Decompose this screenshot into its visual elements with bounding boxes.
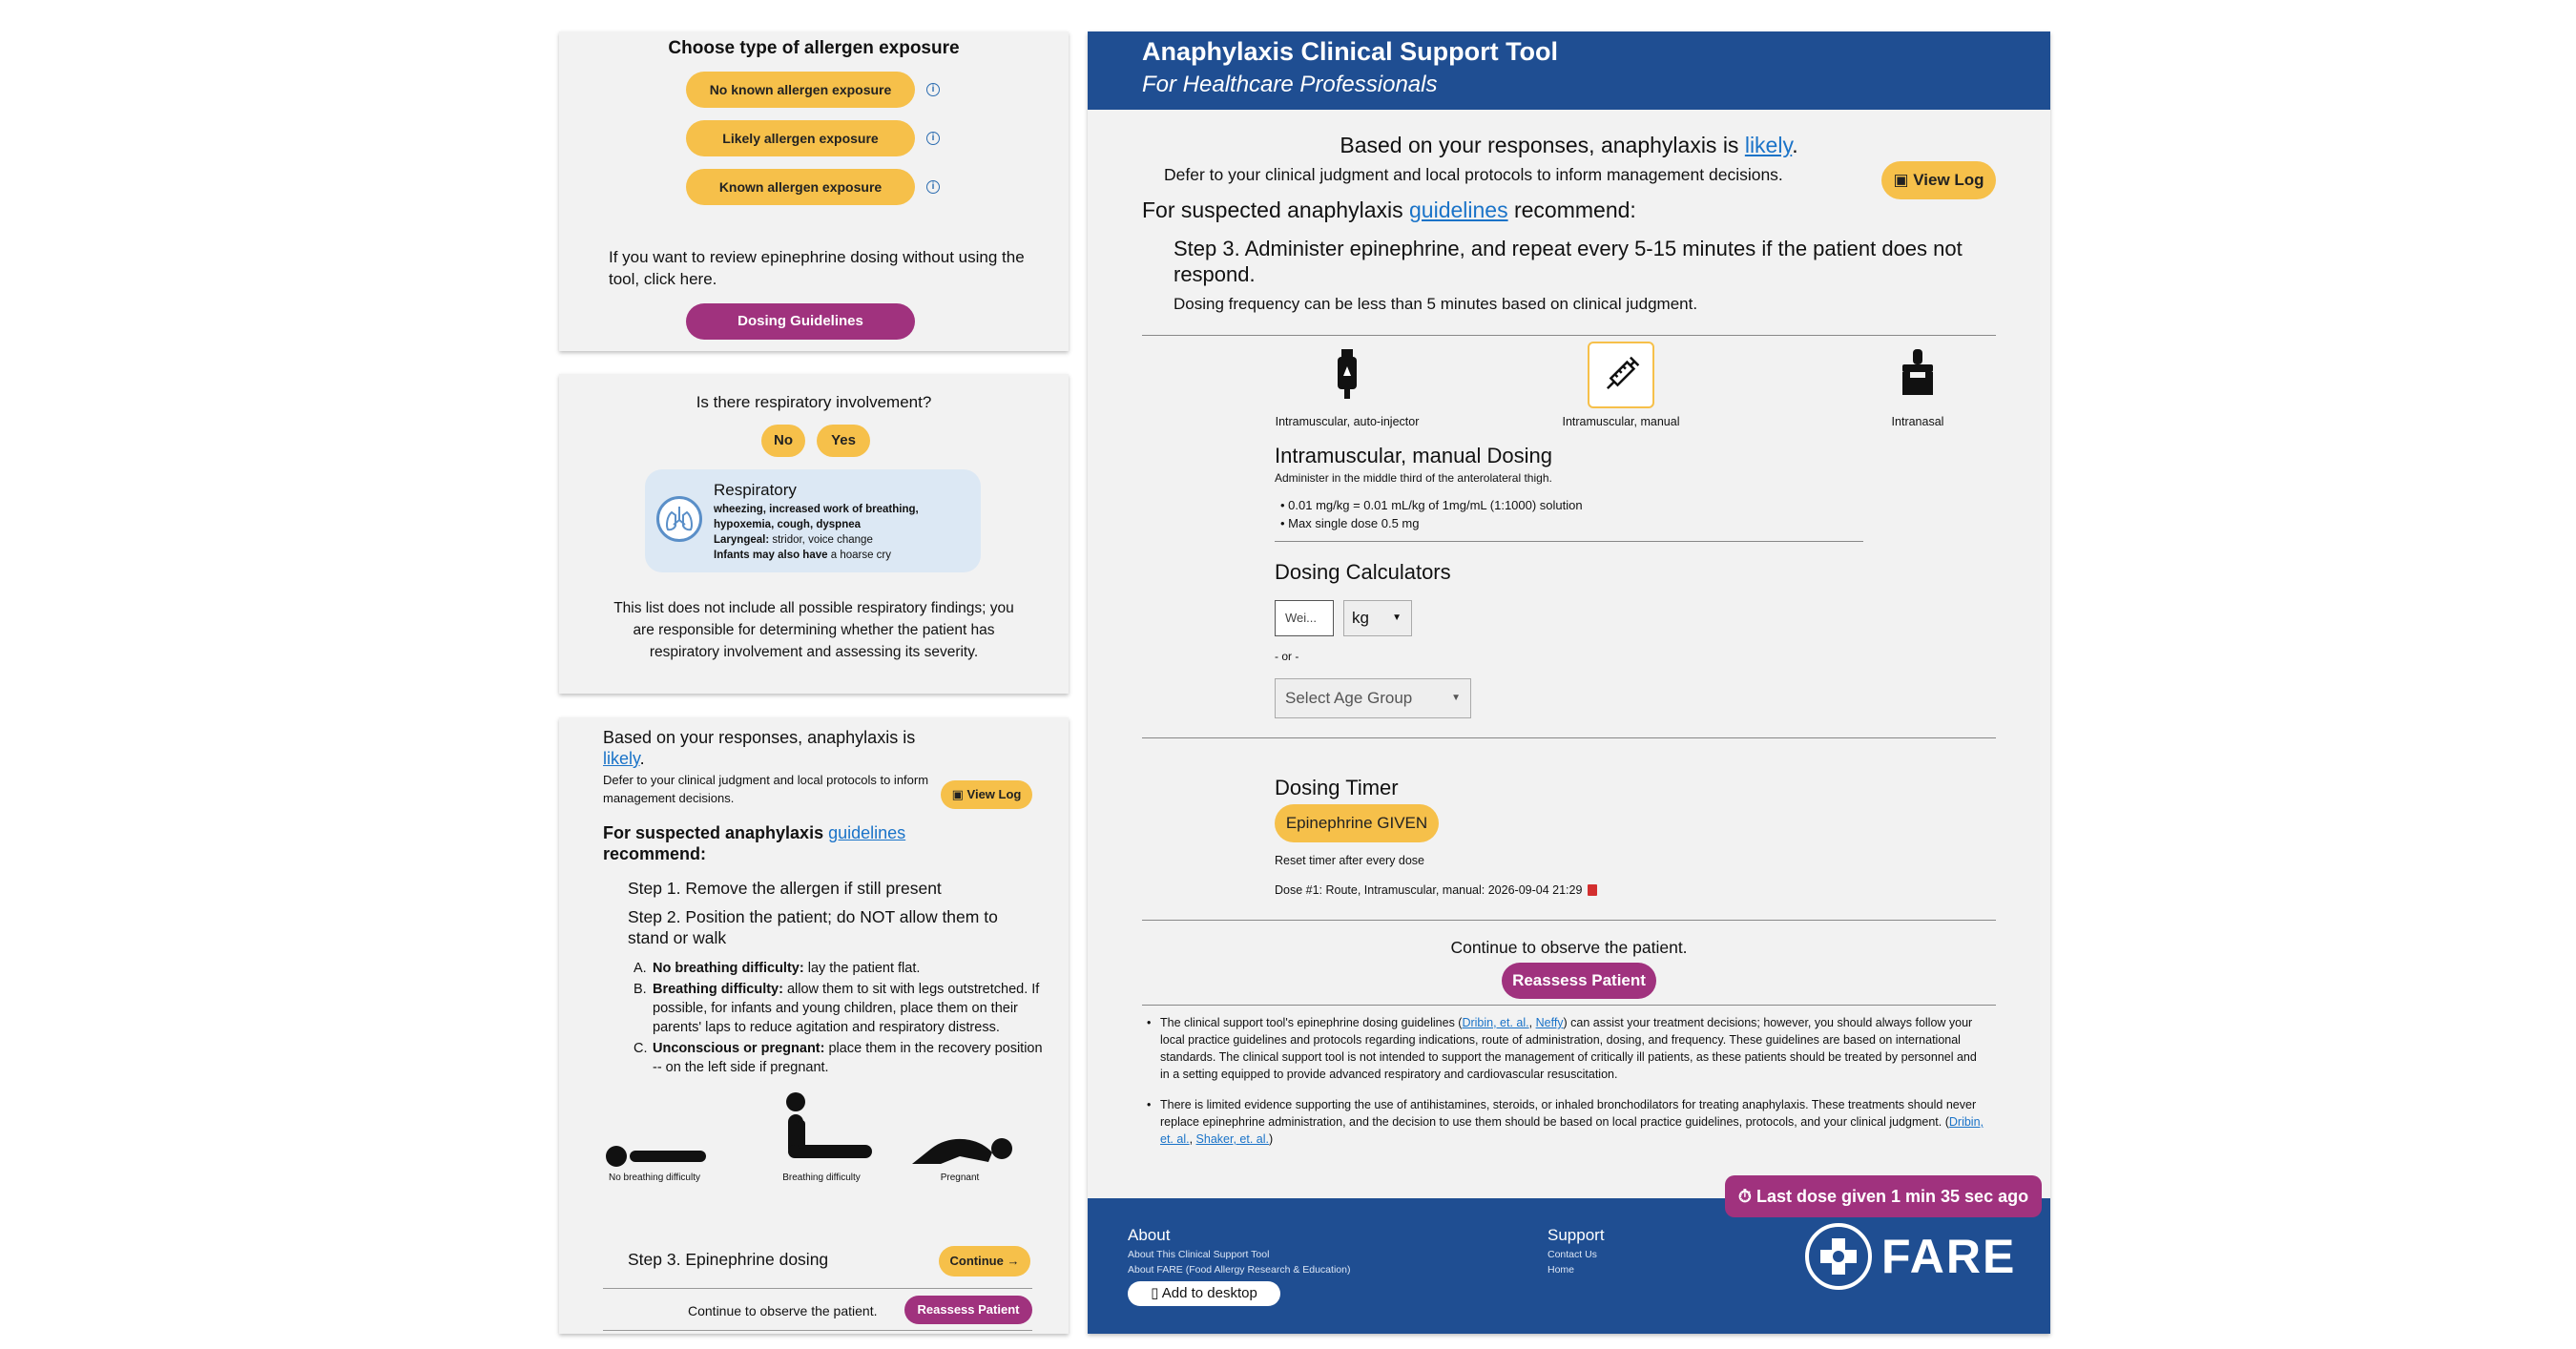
list-item: C. Unconscious or pregnant: place them in the recovery position -- on the left side if pregnant. xyxy=(634,1041,1043,1075)
fare-cross-icon xyxy=(1805,1223,1872,1290)
review-dosing-text: If you want to review epinephrine dosing without using the tool, click here. xyxy=(609,248,1025,288)
infants-text: a hoarse cry xyxy=(827,550,892,561)
dribin-link[interactable]: Dribin, et. al. xyxy=(1462,1016,1529,1029)
info-icon[interactable]: i xyxy=(926,180,940,194)
likely-period: . xyxy=(1792,133,1798,157)
administration-text: Administer in the middle third of the anterolateral thigh. xyxy=(1275,471,1552,485)
likely-allergen-button[interactable]: Likely allergen exposure xyxy=(686,120,915,156)
fig-label: No breathing difficulty xyxy=(609,1173,700,1183)
timer-icon: ⏱ xyxy=(1737,1187,1756,1206)
route-label: Intramuscular, auto-injector xyxy=(1275,415,1420,428)
laryngeal-label: Laryngeal: xyxy=(714,534,770,546)
exposure-option-row xyxy=(686,72,940,108)
list-item: B. Breathing difficulty: allow them to sit with legs outstretched. If possible, for infants and young children, place them on their parents' laps to reduce agitation and respiratory distress. xyxy=(634,982,1040,1035)
info-icon[interactable]: i xyxy=(926,132,940,145)
recovery-figure xyxy=(903,1128,1017,1183)
epinephrine-given-button[interactable]: Epinephrine GIVEN xyxy=(1275,804,1439,842)
view-log-label: View Log xyxy=(966,787,1022,801)
or-separator: - or - xyxy=(1275,650,1299,663)
position-list xyxy=(628,959,1048,1079)
add-to-desktop-button[interactable]: ▯ Add to desktop xyxy=(1128,1281,1280,1306)
shaker-link[interactable]: Shaker, et. al. xyxy=(1195,1132,1269,1146)
log-icon: ▣ xyxy=(951,787,967,801)
no-button[interactable]: No xyxy=(761,425,805,457)
respiratory-symptoms: wheezing, increased work of breathing, hypoxemia, cough, dyspnea xyxy=(714,504,919,530)
disclaimer-notes xyxy=(1147,1014,1986,1161)
dose-list xyxy=(1280,496,1583,532)
step-2: Step 2. Position the patient; do NOT allow them to stand or walk xyxy=(628,907,998,947)
neffy-link[interactable]: Neffy xyxy=(1535,1016,1564,1029)
age-group-value: Select Age Group xyxy=(1285,689,1413,707)
age-group-select[interactable] xyxy=(1275,678,1471,718)
yes-button[interactable]: Yes xyxy=(817,425,870,457)
divider xyxy=(1275,541,1863,542)
likely-prefix: Based on your responses, anaphylaxis is xyxy=(1340,133,1739,157)
divider xyxy=(1142,1005,1996,1006)
fare-wordmark: FARE xyxy=(1881,1230,2017,1283)
app-subtitle: For Healthcare Professionals xyxy=(1142,72,1438,97)
nasal-spray-icon xyxy=(1884,342,1951,408)
guidelines-heading xyxy=(1142,197,1636,223)
step-3-text: Step 3. Administer epinephrine, and repeat every 5-15 minutes if the patient does not respond. xyxy=(1174,237,1963,286)
contact-us-link[interactable]: Contact Us xyxy=(1548,1249,1597,1260)
support-heading: Support xyxy=(1548,1226,1605,1244)
guide-suffix: recommend: xyxy=(603,844,707,863)
reset-text: Reset timer after every dose xyxy=(1275,854,1425,867)
route-intranasal[interactable] xyxy=(1841,342,1994,428)
dosing-title: Intramuscular, manual Dosing xyxy=(1275,444,1553,467)
caret-down-icon: ▼ xyxy=(1451,693,1461,703)
list-item: • 0.01 mg/kg = 0.01 mL/kg of 1mg/mL (1:1000) solution xyxy=(1280,498,1583,512)
lying-flat-figure xyxy=(597,1128,712,1183)
unit-select[interactable] xyxy=(1343,600,1412,636)
divider xyxy=(1142,920,1996,921)
guidelines-link[interactable]: guidelines xyxy=(828,823,906,842)
defer-text: Defer to your clinical judgment and local protocols to inform management decisions. xyxy=(1164,165,1783,184)
view-log-button[interactable] xyxy=(1881,161,1996,199)
dosing-guidelines-button[interactable]: Dosing Guidelines xyxy=(686,303,915,340)
guide-suffix: recommend: xyxy=(1513,197,1636,222)
guidelines-link[interactable]: guidelines xyxy=(1409,197,1508,222)
divider xyxy=(1142,737,1996,738)
route-label: Intramuscular, manual xyxy=(1562,415,1680,428)
exposure-option-row xyxy=(686,169,940,205)
app-title: Anaphylaxis Clinical Support Tool xyxy=(1142,37,1559,66)
observe-text: Continue to observe the patient. xyxy=(688,1303,878,1318)
dose-entry-text: Dose #1: Route, Intramuscular, manual: 2026-09-04 21:29 xyxy=(1275,883,1583,897)
timer-title: Dosing Timer xyxy=(1275,776,1399,799)
respiratory-disclaimer: This list does not include all possible respiratory findings; you are responsible for determining whether the patient has respiratory involvement and assessing its severity. xyxy=(613,600,1014,660)
respiratory-question: Is there respiratory involvement? xyxy=(696,393,932,411)
list-item: • The clinical support tool's epinephrine dosing guidelines (Dribin, et. al., Neffy) can assist your treatment decisions; however, you should always follow your local practice guidelines and protocols regarding indications, route of administration, dosing, and frequency. These guidelines are based on international standards. The clinical support tool is not intended to support the management of critically ill patients, as these patients should be treated by personnel and in a setting equipped to provide advanced respiratory and cardiovascular resuscitation. xyxy=(1147,1016,1977,1081)
last-dose-badge[interactable]: ⏱ Last dose given 1 min 35 sec ago xyxy=(1725,1175,2042,1217)
sitting-figure xyxy=(769,1091,874,1183)
about-heading: About xyxy=(1128,1226,1171,1244)
respiratory-info-box xyxy=(645,469,981,572)
list-item: • There is limited evidence supporting the use of antihistamines, steroids, or inhaled bronchodilators for treating anaphylaxis. These treatments should never replace epinephrine administration, and the decision to use them should be based on local practice guidelines, protocols, and your clinical judgment. (Dribin, et. al., Shaker, et. al.) xyxy=(1147,1098,1984,1146)
guidelines-heading xyxy=(603,822,946,864)
view-log-label: View Log xyxy=(1913,171,1984,189)
sitting-icon xyxy=(769,1091,874,1170)
about-tool-link[interactable]: About This Clinical Support Tool xyxy=(1128,1249,1270,1260)
allergen-exposure-card xyxy=(559,31,1069,351)
fig-label: Pregnant xyxy=(940,1173,980,1183)
exposure-option-row xyxy=(686,120,940,156)
recovery-position-icon xyxy=(903,1128,1017,1170)
likely-prefix: Based on your responses, anaphylaxis is xyxy=(603,728,916,747)
continue-button[interactable]: Continue → xyxy=(939,1246,1030,1276)
divider xyxy=(603,1330,1032,1331)
about-fare-link[interactable]: About FARE (Food Allergy Research & Education) xyxy=(1128,1264,1351,1276)
guide-prefix: For suspected anaphylaxis xyxy=(1142,197,1403,222)
route-manual[interactable] xyxy=(1526,342,1716,428)
list-item: A. No breathing difficulty: lay the patient flat. xyxy=(634,961,921,976)
likely-period: . xyxy=(639,749,645,768)
fig-label: Breathing difficulty xyxy=(782,1173,861,1183)
home-link[interactable]: Home xyxy=(1548,1264,1575,1276)
lying-flat-icon xyxy=(597,1128,712,1170)
likely-link[interactable]: likely xyxy=(603,749,640,768)
calculators-title: Dosing Calculators xyxy=(1275,560,1451,584)
auto-injector-icon xyxy=(1314,342,1381,408)
lungs-icon xyxy=(656,496,702,542)
known-allergen-button[interactable]: Known allergen exposure xyxy=(686,169,915,205)
no-known-allergen-button[interactable]: No known allergen exposure xyxy=(686,72,915,108)
steps-card xyxy=(559,717,1069,1334)
trash-icon[interactable] xyxy=(1588,884,1597,896)
reassess-patient-button[interactable]: Reassess Patient xyxy=(904,1296,1032,1324)
frequency-text: Dosing frequency can be less than 5 minutes based on clinical judgment. xyxy=(1174,295,1698,313)
respiratory-title: Respiratory xyxy=(714,481,797,499)
likely-heading xyxy=(603,727,946,769)
clinical-tool-panel xyxy=(1088,31,2050,1334)
footer xyxy=(1088,1198,2050,1334)
respiratory-findings xyxy=(714,502,971,563)
dose-log-entry xyxy=(1275,883,1597,897)
observe-text: Continue to observe the patient. xyxy=(1450,938,1688,957)
infants-label: Infants may also have xyxy=(714,550,828,561)
divider xyxy=(603,1288,1032,1289)
unit-value: kg xyxy=(1352,609,1369,627)
phone-icon: ▯ xyxy=(1151,1285,1162,1301)
divider xyxy=(1142,335,1996,336)
log-icon: ▣ xyxy=(1893,171,1914,189)
caret-down-icon: ▼ xyxy=(1392,612,1402,623)
syringe-icon xyxy=(1588,342,1654,408)
route-label: Intranasal xyxy=(1891,415,1944,428)
view-log-button[interactable] xyxy=(941,780,1032,809)
respiratory-card xyxy=(559,374,1069,694)
info-icon[interactable]: i xyxy=(926,83,940,96)
defer-text: Defer to your clinical judgment and local protocols to inform management decisions. xyxy=(603,773,929,805)
allergen-exposure-title: Choose type of allergen exposure xyxy=(668,38,960,58)
likely-link[interactable]: likely xyxy=(1744,133,1793,157)
weight-input[interactable]: Wei... xyxy=(1275,600,1334,636)
likely-heading xyxy=(1088,133,2050,158)
reassess-patient-button[interactable]: Reassess Patient xyxy=(1502,963,1656,999)
list-item: • Max single dose 0.5 mg xyxy=(1280,516,1420,530)
step-3: Step 3. Epinephrine dosing xyxy=(628,1250,829,1269)
laryngeal-text: stridor, voice change xyxy=(769,534,873,546)
fare-logo xyxy=(1805,1223,2016,1290)
header-bar xyxy=(1088,31,2050,110)
dribin-link[interactable]: Dribin, et. al. xyxy=(1160,1115,1984,1146)
guide-prefix: For suspected anaphylaxis xyxy=(603,823,824,842)
route-auto-injector[interactable] xyxy=(1252,342,1443,428)
step-1: Step 1. Remove the allergen if still present xyxy=(628,879,942,898)
